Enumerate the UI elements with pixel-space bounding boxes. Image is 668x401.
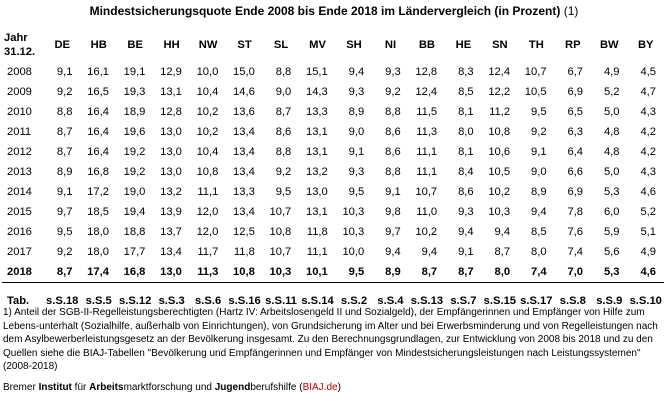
table-cell: 4,5 — [640, 66, 656, 78]
table-cell: 18,9 — [123, 106, 146, 118]
table-cell: 12,4 — [415, 86, 438, 98]
table-cell: 19,3 — [123, 86, 146, 98]
row-year: 2010 — [7, 106, 32, 118]
table-cell: 11,0 — [416, 206, 438, 218]
separator-cell — [299, 283, 335, 292]
table-cell: 4,2 — [640, 146, 656, 158]
table-cell: 10,7 — [269, 206, 292, 218]
year-header: Jahr 31.12. — [4, 32, 36, 58]
table-cell: 8,9 — [531, 186, 547, 198]
separator-cell — [153, 283, 189, 292]
table-cell: 12,8 — [415, 66, 438, 78]
table-cell: 13,2 — [160, 186, 182, 198]
table-cell: 10,8 — [233, 266, 255, 278]
separator-cell — [409, 283, 445, 292]
table-cell: 4,2 — [640, 126, 656, 138]
table-cell: 7,0 — [567, 266, 584, 278]
table-cell: 18,0 — [87, 246, 109, 258]
table-row — [2, 202, 664, 222]
tab-reference: s.S.9 — [596, 295, 623, 307]
table-cell: 9,5 — [348, 266, 365, 278]
table-cell: 19,6 — [123, 126, 146, 138]
table-cell: 4,7 — [640, 86, 656, 98]
table-cell: 8,7 — [275, 106, 292, 118]
table-cell: 6,4 — [567, 146, 584, 158]
separator-cell — [117, 283, 153, 292]
table-cell: 8,0 — [531, 246, 547, 258]
table-cell: 9,4 — [385, 246, 401, 258]
table-cell: 14,3 — [305, 86, 328, 98]
table-cell: 8,0 — [494, 266, 511, 278]
table-cell: 8,8 — [275, 146, 292, 158]
tab-reference: s.S.18 — [46, 295, 79, 307]
row-year: 2011 — [7, 126, 32, 138]
table-cell: 11,7 — [197, 246, 219, 258]
table-cell: 8,6 — [385, 126, 401, 138]
separator-cell — [336, 283, 372, 292]
table-cell: 7,4 — [531, 266, 547, 278]
table-cell: 17,2 — [87, 186, 109, 198]
table-cell: 9,3 — [348, 166, 365, 178]
row-year: 2016 — [7, 226, 32, 238]
table-cell: 12,2 — [488, 86, 511, 98]
table-cell: 8,4 — [458, 166, 474, 178]
table-cell: 5,6 — [603, 246, 620, 258]
table-cell: 5,2 — [640, 206, 656, 218]
tab-reference: s.S.16 — [228, 295, 261, 307]
table-cell: 10,5 — [524, 86, 547, 98]
table-row — [2, 122, 664, 142]
row-year: 2013 — [7, 166, 32, 178]
table-row — [2, 162, 664, 182]
separator-cell — [372, 283, 408, 292]
table-cell: 8,9 — [385, 266, 401, 278]
table-cell: 10,3 — [488, 206, 511, 218]
tab-reference: s.S.13 — [410, 295, 444, 307]
table-cell: 9,0 — [531, 166, 547, 178]
table-cell: 4,6 — [640, 186, 656, 198]
table-cell: 10,2 — [196, 126, 219, 138]
table-cell: 6,5 — [567, 106, 584, 118]
table-cell: 10,2 — [488, 186, 511, 198]
separator-cell — [44, 283, 80, 292]
table-cell: 8,6 — [275, 126, 292, 138]
row-year: 2008 — [7, 66, 32, 78]
tab-label: Tab. — [7, 295, 30, 307]
separator-cell — [445, 283, 481, 292]
table-cell: 4,8 — [603, 146, 620, 158]
row-year: 2015 — [7, 206, 32, 218]
table-cell: 11,2 — [489, 106, 511, 118]
table-cell: 9,1 — [458, 246, 474, 258]
table-cell: 9,4 — [348, 66, 365, 78]
tab-reference: s.S.15 — [483, 295, 517, 307]
table-cell: 11,1 — [306, 246, 328, 258]
table-cell: 13,1 — [305, 206, 328, 218]
table-cell: 15,0 — [233, 66, 255, 78]
table-cell: 9,2 — [56, 86, 73, 98]
table-cell: 9,7 — [385, 226, 401, 238]
column-header-st: ST — [237, 39, 252, 51]
table-cell: 5,9 — [603, 226, 620, 238]
table-cell: 17,7 — [123, 246, 146, 258]
table-cell: 9,3 — [458, 206, 474, 218]
table-cell: 9,3 — [348, 86, 365, 98]
table-cell: 8,0 — [458, 126, 474, 138]
separator-cell — [518, 283, 554, 292]
table-cell: 10,0 — [196, 66, 219, 78]
table-cell: 9,2 — [385, 86, 401, 98]
table-cell: 10,8 — [196, 166, 219, 178]
separator-cell — [263, 283, 299, 292]
table-cell: 8,7 — [56, 146, 73, 158]
column-header-bb: BB — [418, 39, 435, 51]
row-year: 2014 — [7, 186, 32, 198]
table-cell: 10,3 — [269, 266, 292, 278]
table-cell: 10,4 — [196, 146, 219, 158]
column-header-ni: NI — [384, 39, 397, 51]
separator-cell — [628, 283, 665, 292]
table-cell: 4,9 — [640, 246, 656, 258]
table-row — [2, 222, 664, 242]
table-cell: 10,5 — [488, 166, 511, 178]
table-cell: 5,0 — [603, 106, 620, 118]
table-cell: 16,5 — [87, 86, 109, 98]
tab-reference: s.S.17 — [520, 295, 553, 307]
table-cell: 11,1 — [416, 146, 438, 158]
table-cell: 13,4 — [233, 206, 255, 218]
table-cell: 6,0 — [603, 206, 620, 218]
separator-cell — [226, 283, 262, 292]
table-cell: 7,6 — [567, 226, 584, 238]
tab-reference: s.S.5 — [85, 295, 112, 307]
table-cell: 9,1 — [531, 146, 547, 158]
tab-reference: s.S.11 — [265, 295, 297, 307]
table-cell: 9,4 — [494, 226, 511, 238]
table-cell: 8,5 — [531, 226, 547, 238]
table-cell: 16,8 — [123, 266, 146, 278]
table-cell: 8,3 — [458, 66, 474, 78]
table-cell: 10,8 — [488, 126, 511, 138]
table-cell: 13,9 — [160, 206, 182, 218]
column-header-bw: BW — [599, 39, 619, 51]
table-cell: 4,6 — [640, 266, 656, 278]
column-header-rp: RP — [565, 39, 581, 51]
table-cell: 10,3 — [342, 226, 365, 238]
table-cell: 13,0 — [305, 186, 328, 198]
table-body — [2, 62, 664, 311]
table-cell: 8,8 — [385, 106, 401, 118]
tab-reference: s.S.12 — [118, 295, 152, 307]
column-header-hh: HH — [163, 39, 180, 51]
table-cell: 16,4 — [87, 126, 109, 138]
column-header-sn: SN — [492, 39, 508, 51]
table-cell: 6,9 — [567, 86, 584, 98]
table-cell: 6,6 — [567, 166, 584, 178]
table-cell: 11,5 — [416, 106, 438, 118]
table-cell: 7,8 — [567, 206, 584, 218]
table-cell: 8,1 — [458, 106, 474, 118]
table-cell: 10,2 — [196, 106, 219, 118]
table-cell: 18,0 — [87, 226, 109, 238]
table-cell: 13,4 — [160, 246, 182, 258]
column-header-sh: SH — [346, 39, 362, 51]
table-cell: 12,4 — [488, 66, 511, 78]
table-cell: 4,3 — [640, 106, 656, 118]
tab-reference: s.S.6 — [195, 295, 222, 307]
table-cell: 8,9 — [56, 166, 73, 178]
table-cell: 19,1 — [123, 66, 146, 78]
table-cell: 9,0 — [348, 126, 365, 138]
table-row — [2, 142, 664, 162]
table-cell: 10,4 — [196, 86, 219, 98]
table-cell: 5,3 — [603, 186, 620, 198]
row-year: 2009 — [7, 86, 32, 98]
table-cell: 9,5 — [275, 186, 292, 198]
table-cell: 12,0 — [196, 226, 219, 238]
table-cell: 8,6 — [385, 146, 401, 158]
table-cell: 9,5 — [56, 226, 73, 238]
table-cell: 8,8 — [275, 66, 292, 78]
biaj-link[interactable]: BIAJ.de — [302, 382, 338, 393]
table-cell: 16,8 — [87, 166, 109, 178]
table-cell: 10,1 — [305, 266, 328, 278]
table-cell: 13,6 — [233, 106, 255, 118]
table-row — [2, 262, 664, 283]
separator-cell — [591, 283, 627, 292]
table-cell: 8,5 — [458, 86, 474, 98]
table-cell: 9,1 — [56, 66, 73, 78]
column-header-th: TH — [528, 39, 544, 51]
column-header-be: BE — [127, 39, 143, 51]
table-row — [2, 242, 664, 262]
table-cell: 19,4 — [123, 206, 146, 218]
column-header-mv: MV — [309, 39, 326, 51]
tab-reference: s.S.8 — [559, 295, 586, 307]
table-cell: 9,2 — [275, 166, 292, 178]
table-cell: 6,3 — [567, 126, 584, 138]
table-cell: 13,7 — [160, 226, 182, 238]
row-year: 2012 — [7, 146, 32, 158]
table-row — [2, 82, 664, 102]
table-cell: 9,4 — [458, 226, 474, 238]
separator-cell — [555, 283, 591, 292]
column-header-nw: NW — [198, 39, 218, 51]
table-cell: 9,2 — [56, 246, 73, 258]
table-cell: 17,4 — [87, 266, 109, 278]
table-cell: 6,7 — [567, 66, 584, 78]
table-cell: 5,1 — [640, 226, 656, 238]
table-cell: 14,6 — [233, 86, 255, 98]
table-cell: 12,8 — [160, 106, 182, 118]
separator-cell — [190, 283, 226, 292]
table-row — [2, 62, 664, 82]
table-cell: 13,1 — [305, 126, 328, 138]
table-cell: 13,1 — [305, 146, 328, 158]
table-cell: 9,4 — [421, 246, 438, 258]
table-cell: 5,0 — [603, 166, 620, 178]
column-header-by: BY — [637, 39, 654, 51]
table-cell: 18,8 — [123, 226, 146, 238]
table-cell: 10,3 — [342, 206, 365, 218]
table-cell: 8,8 — [385, 166, 401, 178]
table-cell: 9,7 — [56, 206, 73, 218]
table-cell: 9,1 — [385, 186, 401, 198]
table-cell: 13,2 — [305, 166, 328, 178]
table-cell: 10,7 — [415, 186, 438, 198]
table-cell: 6,9 — [567, 186, 584, 198]
column-header-de: DE — [54, 39, 70, 51]
table-cell: 16,4 — [87, 146, 109, 158]
title-text: Mindestsicherungsquote Ende 2008 bis Ende 2018 im Ländervergleich (in Prozent) — [89, 4, 561, 18]
table-cell: 9,0 — [275, 86, 292, 98]
table-cell: 10,7 — [524, 66, 547, 78]
table-cell: 9,8 — [385, 206, 401, 218]
tab-reference: s.S.3 — [158, 295, 185, 307]
table-cell: 13,3 — [233, 186, 255, 198]
table-cell: 11,3 — [416, 126, 438, 138]
table-cell: 9,3 — [385, 66, 401, 78]
table-cell: 9,5 — [348, 186, 365, 198]
table-cell: 19,0 — [123, 186, 146, 198]
row-year: 2017 — [7, 246, 32, 258]
separator-cell — [482, 283, 518, 292]
table-cell: 10,8 — [269, 226, 292, 238]
source-footer: Bremer Institut für Arbeitsmarktforschung und Jugendberufshilfe (BIAJ.de) — [3, 382, 341, 393]
table-cell: 10,0 — [342, 246, 365, 258]
title-footnote-ref: (1) — [563, 4, 579, 18]
table-cell: 8,7 — [56, 126, 73, 138]
table-cell: 16,1 — [87, 66, 109, 78]
table-cell: 11,1 — [197, 186, 219, 198]
table-cell: 8,7 — [56, 266, 73, 278]
table-cell: 9,5 — [531, 106, 547, 118]
table-cell: 9,1 — [56, 186, 73, 198]
table-cell: 13,0 — [160, 266, 182, 278]
table-cell: 8,7 — [458, 266, 474, 278]
header-row — [2, 28, 664, 62]
table-cell: 11,1 — [416, 166, 438, 178]
table-cell: 13,0 — [160, 166, 182, 178]
table-cell: 4,8 — [603, 126, 620, 138]
table-cell: 13,4 — [233, 126, 255, 138]
footnote: 1) Anteil der SGB-II-Regelleistungsberechtigten (Hartz IV: Arbeitslosengeld II und Sozialgeld), der Empfängerinnen und Empfänger von Hilfe zum Lebens-unterhalt (Sozialhilfe, außerhalb von Einrichtungen), von Grundsicherung im Alter und bei Erwerbsminderung und von Regelleistungen nach dem Asylbewerberleistungsgesetz an der Bevölkerung insgesamt. Zu den Berechnungsgrundlagen, zur Entwicklung von 2008 bis 2018 und zu den Quellen siehe die BIAJ-Tabellen "Bevölkerung und Empfängerinnen und Empfänger von Mindestsicherungsleistungen nach Leistungssystemen" (2008-2018) — [3, 307, 658, 372]
tab-reference: s.S.10 — [629, 295, 662, 307]
table-cell: 8,1 — [458, 146, 474, 158]
table-cell: 8,8 — [56, 106, 73, 118]
table-cell: 13,4 — [233, 166, 255, 178]
table-row — [2, 182, 664, 202]
table-cell: 10,6 — [488, 146, 511, 158]
table-cell: 13,4 — [233, 146, 255, 158]
table-cell: 5,2 — [603, 86, 620, 98]
table-cell: 9,2 — [531, 126, 547, 138]
table-cell: 13,0 — [160, 126, 182, 138]
column-header-hb: HB — [90, 39, 107, 51]
row-year: 2018 — [7, 266, 32, 278]
table-cell: 13,0 — [160, 146, 182, 158]
table-cell: 4,9 — [603, 66, 620, 78]
table-cell: 12,0 — [196, 206, 219, 218]
table-cell: 19,2 — [123, 166, 146, 178]
table-cell: 8,7 — [421, 266, 438, 278]
data-table — [2, 28, 664, 311]
table-cell: 5,3 — [603, 266, 620, 278]
table-cell: 11,8 — [306, 226, 328, 238]
table-cell: 8,7 — [494, 246, 511, 258]
table-cell: 16,4 — [87, 106, 109, 118]
table-cell: 13,1 — [160, 86, 182, 98]
page-title — [0, 4, 668, 18]
tab-reference: s.S.2 — [340, 295, 368, 307]
table-cell: 12,9 — [160, 66, 182, 78]
table-cell: 19,2 — [123, 146, 146, 158]
column-header-he: HE — [455, 39, 472, 51]
table-cell: 18,5 — [87, 206, 109, 218]
table-cell: 10,2 — [415, 226, 438, 238]
table-cell: 8,9 — [348, 106, 365, 118]
separator-row — [2, 283, 664, 292]
tab-reference: s.S.14 — [301, 295, 334, 307]
separator-cell — [2, 283, 44, 292]
tab-reference: s.S.4 — [377, 295, 404, 307]
table-cell: 9,1 — [348, 146, 365, 158]
table-cell: 12,5 — [233, 226, 255, 238]
column-header-sl: SL — [273, 39, 289, 51]
separator-cell — [80, 283, 116, 292]
table-cell: 11,8 — [233, 246, 255, 258]
table-cell: 10,7 — [269, 246, 292, 258]
table-row — [2, 102, 664, 122]
table-cell: 4,3 — [640, 166, 656, 178]
tab-reference: s.S.7 — [450, 295, 477, 307]
table-cell: 8,6 — [458, 186, 474, 198]
table-cell: 11,3 — [197, 266, 219, 278]
table-cell: 15,1 — [305, 66, 328, 78]
table-cell: 13,3 — [305, 106, 328, 118]
table-cell: 7,4 — [567, 246, 584, 258]
table-cell: 9,4 — [531, 206, 547, 218]
